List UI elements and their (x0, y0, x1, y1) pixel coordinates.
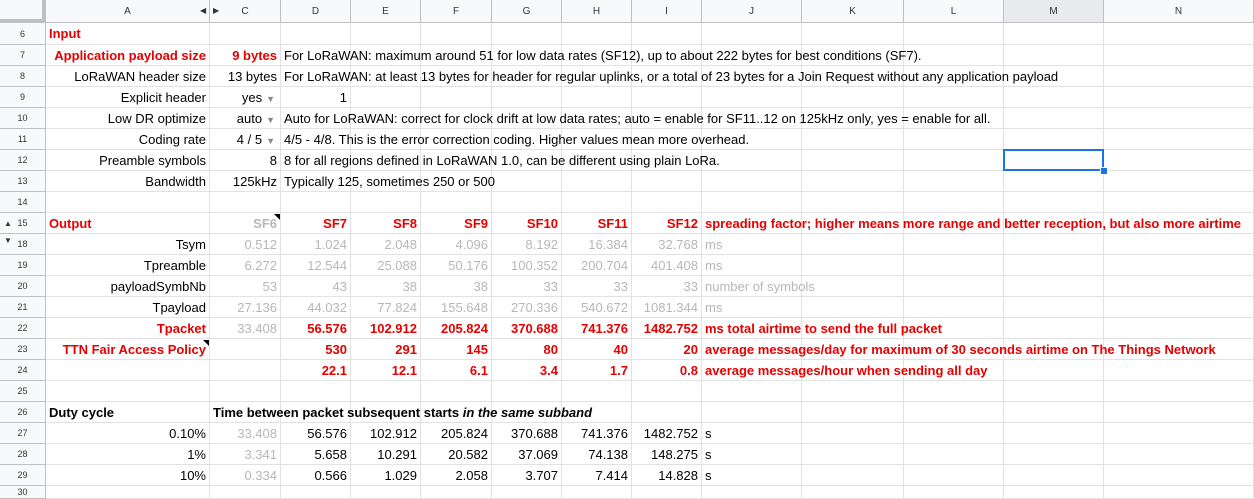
tpreamble-value[interactable]: 100.352 (511, 258, 558, 273)
tpreamble-value[interactable]: 12.544 (307, 258, 347, 273)
tsym-value[interactable]: 4.096 (455, 237, 488, 252)
ttn-per-hour-note[interactable]: average messages/hour when sending all day (705, 363, 988, 378)
payload-size-note[interactable]: For LoRaWAN: maximum around 51 for low data rates (SF12), up to about 222 bytes for best conditions (SF7). (284, 48, 922, 63)
low-dr-optimize-label[interactable]: Low DR optimize (107, 111, 206, 126)
row-header-23[interactable]: 23 (0, 339, 46, 360)
row-header-12[interactable]: 12 (0, 150, 46, 171)
grid-line (46, 401, 1254, 402)
duty-unit[interactable]: s (705, 468, 712, 483)
sf-header-sf7[interactable]: SF7 (323, 216, 347, 231)
tpreamble-value[interactable]: 50.176 (448, 258, 488, 273)
grid-line (46, 44, 1254, 45)
column-header-e[interactable]: E (351, 0, 421, 23)
duty-heading-text: Time between packet subsequent starts (213, 405, 463, 420)
tsym-value[interactable]: 1.024 (314, 237, 347, 252)
tpacket-value[interactable]: 33.408 (237, 321, 277, 336)
tpayload-value[interactable]: 27.136 (237, 300, 277, 315)
duty-cycle-heading[interactable] (213, 403, 592, 423)
row-header-30[interactable]: 30 (0, 486, 46, 499)
payload-symb-nb-value[interactable]: 53 (262, 279, 277, 294)
duty-value[interactable]: 33.408 (237, 426, 277, 441)
row-header-7[interactable]: 7 (0, 45, 46, 66)
tsym-label[interactable]: Tsym (175, 237, 206, 252)
output-section-title[interactable]: Output (49, 216, 92, 231)
duty-value[interactable]: 20.582 (448, 447, 488, 462)
explicit-header-dropdown[interactable] (210, 88, 275, 108)
tpreamble-value[interactable]: 200.704 (581, 258, 628, 273)
grid-line (801, 23, 802, 499)
bandwidth-value[interactable]: 125kHz (232, 174, 277, 189)
input-section-title[interactable]: Input (49, 26, 81, 41)
ttn-per-day-value[interactable]: 40 (613, 342, 628, 357)
tsym-value[interactable]: 8.192 (525, 237, 558, 252)
row-header-8[interactable]: 8 (0, 66, 46, 87)
tpayload-value[interactable]: 77.824 (377, 300, 417, 315)
column-header-l[interactable]: L (904, 0, 1004, 23)
duty-value[interactable]: 7.414 (595, 468, 628, 483)
grid-line (701, 23, 702, 499)
hidden-columns-right-arrow[interactable]: ▶ (213, 6, 220, 15)
ttn-per-hour-value[interactable]: 12.1 (391, 363, 417, 378)
grid-line (1003, 23, 1004, 499)
ttn-per-day-value[interactable]: 80 (543, 342, 558, 357)
row-header-6[interactable]: 6 (0, 23, 46, 45)
row-header-15[interactable]: 15 (0, 213, 46, 234)
ttn-per-day-value[interactable]: 291 (395, 342, 417, 357)
ttn-per-day-value[interactable]: 530 (325, 342, 347, 357)
row-header-21[interactable]: 21 (0, 297, 46, 318)
tpayload-unit[interactable]: ms (705, 300, 723, 315)
ttn-per-hour-value[interactable]: 3.4 (539, 363, 558, 378)
coding-rate-label[interactable]: Coding rate (138, 132, 206, 147)
tpacket-value[interactable]: 102.912 (370, 321, 417, 336)
duty-value[interactable]: 741.376 (581, 426, 628, 441)
payload-symb-nb-value[interactable]: 33 (613, 279, 628, 294)
select-all-corner[interactable] (0, 0, 46, 23)
column-header-i[interactable]: I (632, 0, 702, 23)
preamble-symbols-value[interactable]: 8 (269, 153, 277, 168)
tpayload-value[interactable]: 540.672 (581, 300, 628, 315)
bandwidth-note[interactable]: Typically 125, sometimes 250 or 500 (284, 174, 495, 189)
duty-value[interactable]: 2.058 (455, 468, 488, 483)
payload-symb-nb-value[interactable]: 38 (402, 279, 417, 294)
duty-value[interactable]: 1482.752 (643, 426, 698, 441)
hidden-rows-down-arrow[interactable]: ▼ (4, 236, 12, 245)
low-dr-optimize-dropdown-text: auto (236, 111, 263, 126)
duty-value[interactable]: 5.658 (314, 447, 347, 462)
payload-symb-nb-unit[interactable]: number of symbols (705, 279, 815, 294)
tpayload-value[interactable]: 270.336 (511, 300, 558, 315)
sf-header-sf11[interactable]: SF11 (597, 216, 628, 231)
tpreamble-unit[interactable]: ms (705, 258, 723, 273)
duty-percent-label[interactable]: 1% (187, 447, 206, 462)
row-header-27[interactable]: 27 (0, 423, 46, 444)
tpacket-unit[interactable]: ms total airtime to send the full packet (705, 321, 942, 336)
grid-line (1103, 23, 1104, 499)
comment-indicator-icon[interactable] (274, 214, 280, 220)
ttn-per-day-value[interactable]: 145 (466, 342, 488, 357)
hidden-columns-left-arrow[interactable]: ◀ (200, 6, 207, 15)
payload-symb-nb-value[interactable]: 43 (332, 279, 347, 294)
preamble-symbols-note[interactable]: 8 for all regions defined in LoRaWAN 1.0, can be different using plain LoRa. (284, 153, 720, 168)
payload-symb-nb-label[interactable]: payloadSymbNb (110, 279, 206, 294)
duty-value[interactable]: 10.291 (377, 447, 417, 462)
row-header-13[interactable]: 13 (0, 171, 46, 192)
ttn-per-hour-value[interactable]: 1.7 (609, 363, 628, 378)
duty-value[interactable]: 74.138 (588, 447, 628, 462)
dropdown-arrow-icon[interactable]: ▼ (266, 136, 275, 146)
ttn-per-day-note[interactable]: average messages/day for maximum of 30 seconds airtime on The Things Network (705, 342, 1216, 357)
tpacket-label[interactable]: Tpacket (156, 321, 206, 336)
header-size-value[interactable]: 13 bytes (227, 69, 277, 84)
payload-symb-nb-value[interactable]: 33 (683, 279, 698, 294)
ttn-per-hour-value[interactable]: 0.8 (679, 363, 698, 378)
bandwidth-label[interactable]: Bandwidth (145, 174, 206, 189)
coding-rate-dropdown[interactable] (210, 130, 275, 150)
duty-value[interactable]: 148.275 (651, 447, 698, 462)
tpacket-value[interactable]: 370.688 (511, 321, 558, 336)
ttn-per-day-value[interactable]: 20 (683, 342, 698, 357)
ttn-policy-label[interactable]: TTN Fair Access Policy (62, 342, 206, 357)
column-header-k[interactable]: K (802, 0, 904, 23)
duty-unit[interactable]: s (705, 426, 712, 441)
grid-line (46, 212, 1254, 213)
duty-value[interactable]: 14.828 (658, 468, 698, 483)
column-header-f[interactable]: F (421, 0, 492, 23)
selected-cell-m12[interactable] (1003, 149, 1104, 171)
row-header-11[interactable]: 11 (0, 129, 46, 150)
tsym-unit[interactable]: ms (705, 237, 723, 252)
duty-cycle-title[interactable]: Duty cycle (49, 405, 115, 420)
explicit-header-number[interactable]: 1 (339, 90, 347, 105)
column-header-c[interactable]: C (210, 0, 281, 23)
coding-rate-note[interactable]: 4/5 - 4/8. This is the error correction coding. Higher values mean more overhead. (284, 132, 750, 147)
row-header-24[interactable]: 24 (0, 360, 46, 381)
duty-unit[interactable]: s (705, 447, 712, 462)
duty-heading-italic: in the same subband (462, 405, 593, 420)
tpreamble-value[interactable]: 25.088 (377, 258, 417, 273)
duty-value[interactable]: 102.912 (370, 426, 417, 441)
duty-value[interactable]: 1.029 (384, 468, 417, 483)
payload-symb-nb-value[interactable]: 38 (473, 279, 488, 294)
tpayload-value[interactable]: 44.032 (307, 300, 347, 315)
column-header-d[interactable]: D (281, 0, 351, 23)
duty-value[interactable]: 205.824 (441, 426, 488, 441)
tpacket-value[interactable]: 56.576 (307, 321, 347, 336)
sf-header-sf6[interactable]: SF6 (253, 216, 277, 231)
tpacket-value[interactable]: 205.824 (441, 321, 488, 336)
row-header-10[interactable]: 10 (0, 108, 46, 129)
tpreamble-value[interactable]: 6.272 (244, 258, 277, 273)
row-header-26[interactable]: 26 (0, 402, 46, 423)
payload-symb-nb-value[interactable]: 33 (543, 279, 558, 294)
duty-value[interactable]: 0.334 (244, 468, 277, 483)
duty-value[interactable]: 37.069 (518, 447, 558, 462)
column-header-h[interactable]: H (562, 0, 632, 23)
tpayload-label[interactable]: Tpayload (152, 300, 206, 315)
payload-size-label[interactable]: Application payload size (54, 48, 206, 63)
tsym-value[interactable]: 0.512 (244, 237, 277, 252)
row-header-9[interactable]: 9 (0, 87, 46, 108)
comment-indicator-icon[interactable] (203, 340, 209, 346)
column-header-a[interactable]: A (46, 0, 210, 23)
duty-value[interactable]: 56.576 (307, 426, 347, 441)
duty-value[interactable]: 3.707 (525, 468, 558, 483)
header-size-note[interactable]: For LoRaWAN: at least 13 bytes for header for regular uplinks, or a total of 23 bytes for a Join Request without any application payload (284, 69, 1059, 84)
preamble-symbols-label[interactable]: Preamble symbols (99, 153, 206, 168)
header-size-label[interactable]: LoRaWAN header size (74, 69, 206, 84)
row-header-18[interactable]: 18 (0, 234, 46, 255)
tsym-value[interactable]: 2.048 (384, 237, 417, 252)
hidden-rows-up-arrow[interactable]: ▲ (4, 219, 12, 228)
duty-value[interactable]: 3.341 (244, 447, 277, 462)
explicit-header-label[interactable]: Explicit header (120, 90, 206, 105)
low-dr-optimize-dropdown[interactable] (210, 109, 275, 129)
selection-fill-handle[interactable] (1100, 167, 1108, 175)
tsym-value[interactable]: 16.384 (588, 237, 628, 252)
sf-note[interactable]: spreading factor; higher means more range and better reception, but also more airtime (705, 216, 1242, 231)
row-header-19[interactable]: 19 (0, 255, 46, 276)
sf-header-sf9[interactable]: SF9 (464, 216, 488, 231)
tpreamble-value[interactable]: 401.408 (651, 258, 698, 273)
row-header-22[interactable]: 22 (0, 318, 46, 339)
ttn-per-hour-value[interactable]: 22.1 (321, 363, 347, 378)
low-dr-optimize-note[interactable]: Auto for LoRaWAN: correct for clock drift at low data rates; auto = enable for SF11..12 on 125kHz only, yes = enable for all. (284, 111, 991, 126)
row-header-29[interactable]: 29 (0, 465, 46, 486)
tpacket-value[interactable]: 1482.752 (643, 321, 698, 336)
grid-line (903, 23, 904, 499)
column-header-g[interactable]: G (492, 0, 562, 23)
row-header-20[interactable]: 20 (0, 276, 46, 297)
tpayload-value[interactable]: 1081.344 (643, 300, 698, 315)
ttn-per-hour-value[interactable]: 6.1 (469, 363, 488, 378)
tpayload-value[interactable]: 155.648 (441, 300, 488, 315)
tsym-value[interactable]: 32.768 (658, 237, 698, 252)
sf-header-sf8[interactable]: SF8 (393, 216, 417, 231)
tpacket-value[interactable]: 741.376 (581, 321, 628, 336)
sf-header-sf10[interactable]: SF10 (526, 216, 558, 231)
tpreamble-label[interactable]: Tpreamble (143, 258, 206, 273)
column-header-j[interactable]: J (702, 0, 802, 23)
explicit-header-dropdown-text: yes (241, 90, 263, 105)
duty-value[interactable]: 0.566 (314, 468, 347, 483)
sf-header-sf12[interactable]: SF12 (666, 216, 698, 231)
column-header-n[interactable]: N (1104, 0, 1254, 23)
duty-value[interactable]: 370.688 (511, 426, 558, 441)
dropdown-arrow-icon[interactable]: ▼ (266, 94, 275, 104)
row-header-14[interactable]: 14 (0, 192, 46, 213)
payload-size-value[interactable]: 9 bytes (232, 48, 277, 63)
duty-percent-label[interactable]: 0.10% (169, 426, 206, 441)
column-header-m[interactable]: M (1004, 0, 1104, 23)
coding-rate-dropdown-text: 4 / 5 (236, 132, 263, 147)
duty-percent-label[interactable]: 10% (179, 468, 206, 483)
row-header-25[interactable]: 25 (0, 381, 46, 402)
row-header-28[interactable]: 28 (0, 444, 46, 465)
dropdown-arrow-icon[interactable]: ▼ (266, 115, 275, 125)
